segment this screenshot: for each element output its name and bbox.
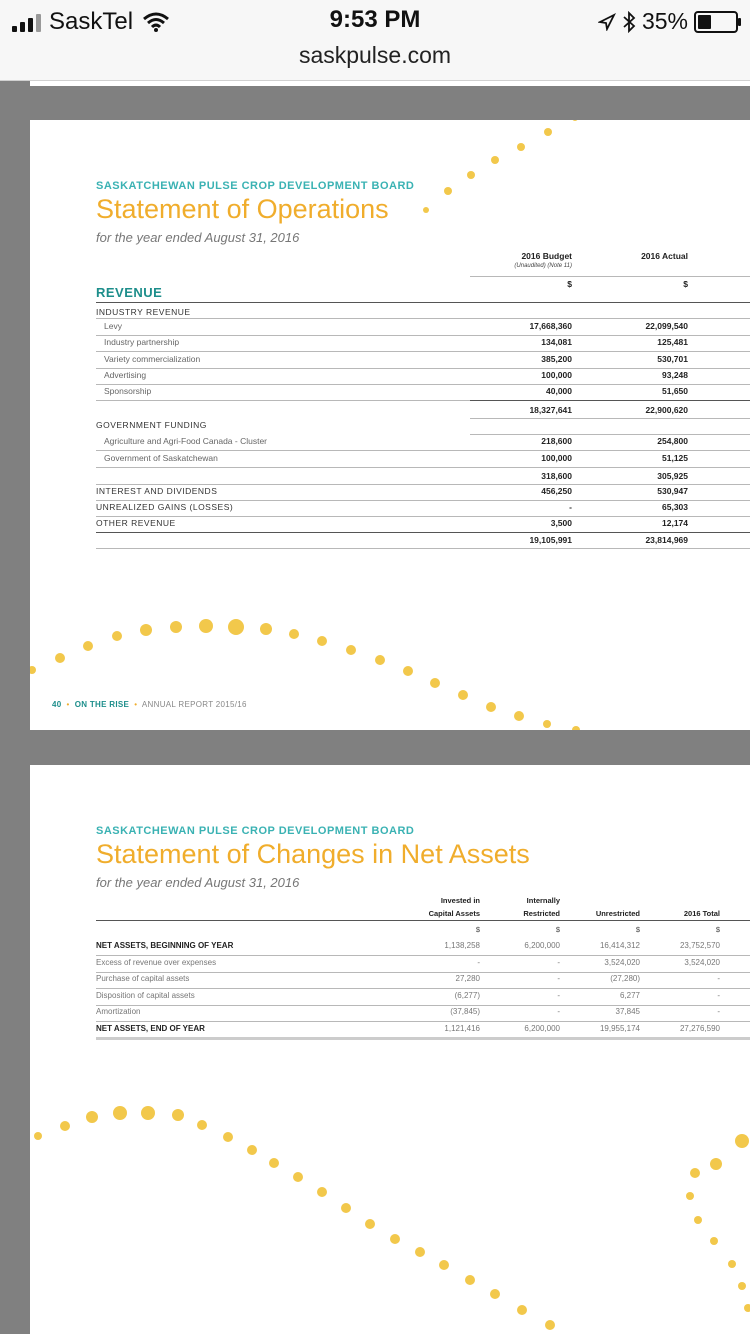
line-item-label: Agriculture and Agri-Food Canada - Cluster	[104, 436, 267, 446]
decor-dot	[228, 619, 244, 635]
line-item-budget: 100,000	[541, 369, 572, 380]
row-value: -	[477, 957, 480, 967]
battery-icon	[694, 11, 738, 33]
statement-of-operations-page	[30, 120, 750, 730]
bluetooth-icon	[622, 11, 636, 33]
row-value: 37,845	[615, 1007, 640, 1016]
col-actual-header: 2016 Actual	[641, 251, 688, 261]
column-currency: $	[635, 925, 640, 934]
row-value: -	[557, 990, 560, 1000]
decor-dot	[365, 1219, 375, 1229]
subtotal-rule	[470, 400, 750, 401]
header-rule	[96, 920, 750, 921]
row-value: 6,200,000	[524, 941, 560, 950]
column-currency: $	[715, 925, 720, 934]
row-value: 3,524,020	[604, 957, 640, 967]
column-header-line2: 2016 Total	[683, 909, 720, 918]
row-value: 16,414,312	[599, 941, 640, 950]
decor-dot	[744, 1304, 750, 1312]
grand-total-budget: 19,105,991	[529, 535, 572, 545]
revenue-heading: REVENUE	[96, 285, 163, 300]
row-rule	[96, 500, 750, 501]
row-rule	[96, 955, 750, 956]
row-rule	[96, 484, 750, 485]
row-value: -	[717, 990, 720, 1000]
actual-currency: $	[683, 279, 688, 289]
row-label: NET ASSETS, BEGINNING OF YEAR	[96, 941, 234, 950]
line-item-budget: 3,500	[550, 518, 572, 528]
column-header-line2: Capital Assets	[428, 909, 480, 918]
revenue-rule	[96, 302, 750, 303]
line-item-actual: 530,701	[657, 353, 688, 364]
decor-dot	[572, 120, 578, 121]
decor-dot	[572, 726, 580, 730]
row-value: 1,138,258	[444, 941, 480, 950]
decor-dot	[140, 624, 152, 636]
row-label: Amortization	[96, 1007, 141, 1016]
line-item-budget: 17,668,360	[529, 321, 572, 331]
location-arrow-icon	[598, 13, 616, 31]
footer-report: ANNUAL REPORT 2015/16	[141, 700, 247, 709]
decor-dot	[289, 629, 299, 639]
line-item-actual: 51,650	[662, 386, 688, 397]
line-item-label: Advertising	[104, 369, 147, 380]
page-title: Statement of Changes in Net Assets	[96, 839, 530, 869]
row-rule	[96, 1005, 750, 1006]
row-value: 6,277	[619, 990, 640, 1000]
battery-level	[698, 15, 711, 29]
decor-dot	[710, 1158, 722, 1170]
row-rule	[96, 384, 750, 385]
row-value: 1,121,416	[444, 1023, 480, 1033]
decor-dot	[486, 702, 496, 712]
column-currency: $	[475, 925, 480, 934]
total-rule	[96, 532, 750, 533]
row-value: (27,280)	[610, 974, 640, 983]
decor-dot	[346, 645, 356, 655]
line-item-label: Levy	[104, 321, 122, 331]
decor-dot	[517, 143, 525, 151]
footer-separator-icon: •	[64, 700, 73, 709]
decor-dot	[375, 655, 385, 665]
decor-dot	[83, 641, 93, 651]
line-item-budget: 456,250	[541, 486, 572, 496]
decor-dot	[86, 1111, 98, 1123]
decor-dot	[423, 207, 429, 213]
decor-dot	[223, 1132, 233, 1142]
row-rule	[470, 418, 750, 419]
row-rule	[96, 467, 750, 468]
line-item-budget: 385,200	[541, 353, 572, 364]
battery-percent: 35%	[641, 8, 688, 34]
decor-dot	[172, 1109, 184, 1121]
line-item-actual: 125,481	[657, 337, 688, 348]
browser-status-bar	[0, 0, 750, 81]
row-rule	[96, 368, 750, 369]
decor-dot	[439, 1260, 449, 1270]
gov-total-actual: 305,925	[657, 471, 688, 481]
row-value: 6,200,000	[524, 1023, 560, 1033]
page-number: 40	[52, 700, 62, 709]
decor-dot	[141, 1106, 155, 1120]
line-item-label: Variety commercialization	[104, 353, 201, 364]
decor-dot	[317, 1187, 327, 1197]
decor-dot	[430, 678, 440, 688]
industry-total-actual: 22,900,620	[645, 405, 688, 415]
decor-dot	[415, 1247, 425, 1257]
line-item-actual: 93,248	[662, 369, 688, 380]
row-rule	[470, 434, 750, 435]
line-item-label: UNREALIZED GAINS (LOSSES)	[96, 502, 234, 512]
decor-dot	[34, 1132, 42, 1140]
org-name: SASKATCHEWAN PULSE CROP DEVELOPMENT BOARD	[96, 180, 415, 192]
decor-dot	[690, 1168, 700, 1178]
row-value: 27,280	[455, 974, 480, 983]
decor-dot	[55, 653, 65, 663]
line-item-budget: 100,000	[541, 453, 572, 463]
row-rule	[96, 450, 750, 451]
org-name: SASKATCHEWAN PULSE CROP DEVELOPMENT BOARD	[96, 825, 415, 837]
footer-brand: ON THE RISE	[74, 700, 130, 709]
page-subtitle: for the year ended August 31, 2016	[96, 230, 300, 245]
decor-dot	[543, 720, 551, 728]
column-header-line2: Unrestricted	[595, 909, 640, 918]
line-item-label: Industry partnership	[104, 337, 180, 348]
row-label: NET ASSETS, END OF YEAR	[96, 1023, 205, 1033]
decor-dot	[738, 1282, 746, 1290]
decor-dot	[465, 1275, 475, 1285]
decor-dot	[199, 619, 213, 633]
line-item-budget: 40,000	[546, 386, 572, 397]
row-value: (37,845)	[450, 1007, 480, 1016]
industry-heading: INDUSTRY REVENUE	[96, 307, 191, 317]
row-rule	[96, 1021, 750, 1022]
decor-dot	[197, 1120, 207, 1130]
decor-dot	[317, 636, 327, 646]
decor-dot	[260, 623, 272, 635]
previous-page-edge	[30, 81, 750, 86]
decor-dot	[491, 156, 499, 164]
row-value: -	[557, 1007, 560, 1016]
line-item-actual: 12,174	[662, 518, 688, 528]
decor-dot	[686, 1192, 694, 1200]
row-value: (6,277)	[454, 990, 480, 1000]
line-item-actual: 51,125	[662, 453, 688, 463]
decor-dot	[60, 1121, 70, 1131]
decor-dot	[269, 1158, 279, 1168]
decor-dot	[490, 1289, 500, 1299]
row-rule	[96, 988, 750, 989]
row-rule	[96, 335, 750, 336]
line-item-actual: 65,303	[662, 502, 688, 512]
decor-dot	[467, 171, 475, 179]
gov-heading: GOVERNMENT FUNDING	[96, 420, 207, 430]
col-budget-note: (Unaudited) (Note 11)	[514, 263, 572, 269]
footer-separator-icon: •	[131, 700, 140, 709]
decor-dot	[735, 1134, 749, 1148]
row-value: 27,276,590	[679, 1023, 720, 1033]
line-item-budget: -	[569, 502, 572, 512]
row-value: -	[557, 957, 560, 967]
row-value: 3,524,020	[684, 957, 720, 967]
row-label: Disposition of capital assets	[96, 990, 195, 1000]
industry-total-budget: 18,327,641	[529, 405, 572, 415]
row-label: Excess of revenue over expenses	[96, 957, 217, 967]
carrier-name: SaskTel	[49, 8, 134, 35]
decor-dot	[170, 621, 182, 633]
row-rule	[96, 351, 750, 352]
row-value: -	[557, 974, 560, 983]
row-rule	[96, 972, 750, 973]
budget-currency: $	[567, 279, 572, 289]
line-item-label: Government of Saskatchewan	[104, 453, 218, 463]
decor-dot	[293, 1172, 303, 1182]
row-label: Purchase of capital assets	[96, 974, 190, 983]
row-rule	[96, 318, 750, 319]
line-item-budget: 218,600	[541, 436, 572, 446]
line-item-actual: 530,947	[657, 486, 688, 496]
decor-dot	[544, 128, 552, 136]
line-item-label: Sponsorship	[104, 386, 152, 397]
gov-total-budget: 318,600	[541, 471, 572, 481]
decor-dot	[545, 1320, 555, 1330]
row-value: -	[717, 974, 720, 983]
page-subtitle: for the year ended August 31, 2016	[96, 875, 300, 890]
decor-dot	[710, 1237, 718, 1245]
decor-dot	[728, 1260, 736, 1268]
row-value: 23,752,570	[679, 941, 720, 950]
decor-dot	[112, 631, 122, 641]
grand-total-actual: 23,814,969	[645, 535, 688, 545]
row-value: 19,955,174	[599, 1023, 640, 1033]
column-header-line1: Internally	[526, 896, 560, 905]
statement-of-changes-page	[30, 765, 750, 1334]
col-budget-header: 2016 Budget	[521, 251, 572, 261]
decor-dot	[30, 666, 36, 674]
decor-dot	[694, 1216, 702, 1224]
header-rule	[470, 276, 750, 277]
line-item-actual: 22,099,540	[645, 321, 688, 331]
line-item-budget: 134,081	[541, 337, 572, 348]
clock: 9:53 PM	[329, 6, 421, 33]
address-url[interactable]: saskpulse.com	[298, 42, 452, 68]
decor-dot	[403, 666, 413, 676]
line-item-label: OTHER REVENUE	[96, 518, 176, 528]
status-right-group	[598, 8, 738, 35]
column-header-line2: Restricted	[523, 909, 560, 918]
decor-dot	[517, 1305, 527, 1315]
line-item-label: INTEREST AND DIVIDENDS	[96, 486, 218, 496]
decor-dot	[390, 1234, 400, 1244]
decor-dot	[341, 1203, 351, 1213]
line-item-actual: 254,800	[657, 436, 688, 446]
page-footer	[52, 700, 247, 709]
column-currency: $	[555, 925, 560, 934]
column-header-line1: Invested in	[440, 896, 480, 905]
row-rule	[96, 548, 750, 549]
decor-dot	[113, 1106, 127, 1120]
row-value: -	[717, 1007, 720, 1016]
decor-dot	[444, 187, 452, 195]
page-title: Statement of Operations	[96, 194, 389, 224]
decor-dot	[458, 690, 468, 700]
decor-dot	[514, 711, 524, 721]
decor-dot	[247, 1145, 257, 1155]
bottom-rule	[96, 1037, 750, 1040]
row-rule	[96, 516, 750, 517]
